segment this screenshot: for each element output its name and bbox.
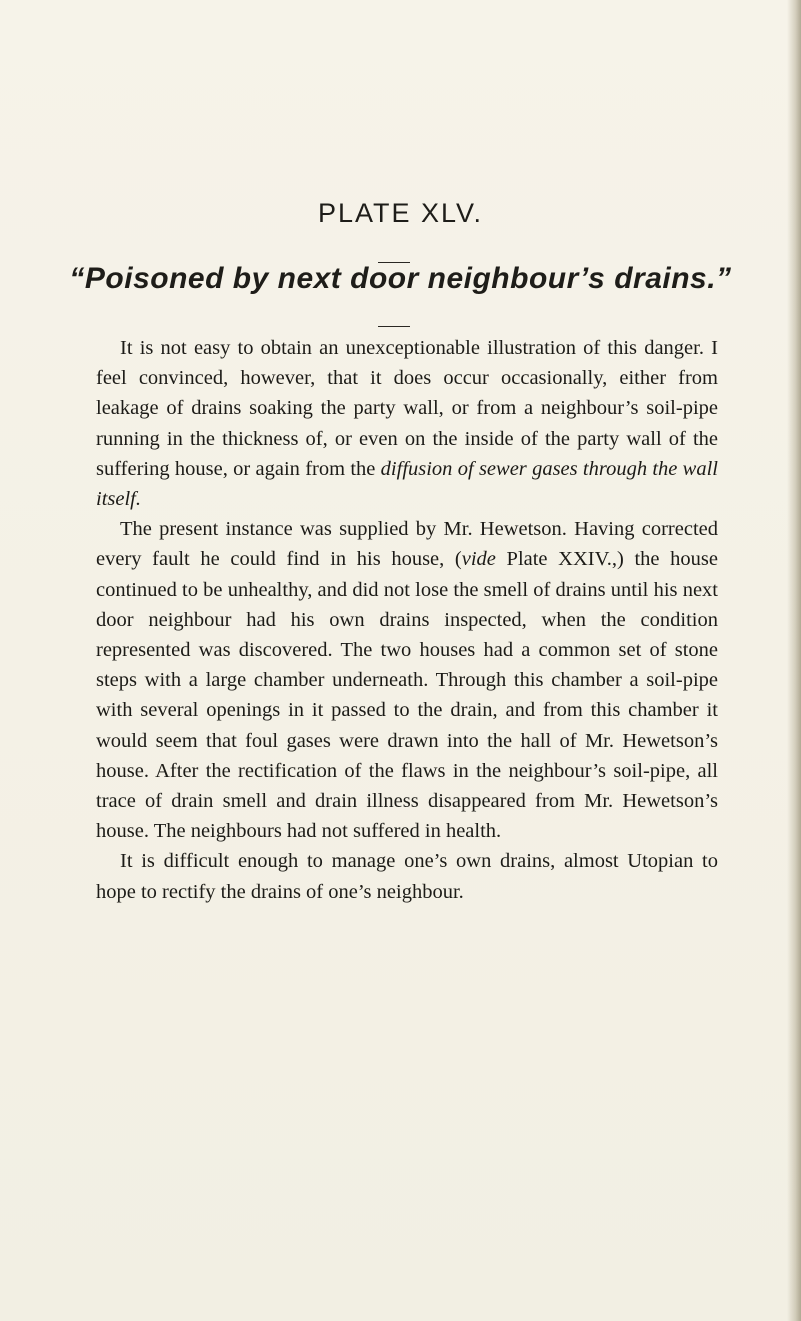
paragraph-text: Plate XXIV.,) the house continued to be unhealthy, and did not lose the smell of drains until his next door neighbour had his own drains inspected, when the condition represented was discovered. The two houses had a common set of stone steps with a large chamber underneath. Through this chamber a soil-pipe with several openings in it passed to the drain, and from this chamber it would seem that foul gases were drawn into the hall of Mr. Hewetson’s house. After the rectification of the flaws in the neighbour’s soil-pipe, all trace of drain smell and drain illness disappeared from Mr. Hewetson’s house. The neighbours had not suffered in health. (96, 548, 718, 843)
paragraph-text: It is difficult enough to manage one’s own drains, almost Utopian to hope to rectify the drains of one’s neighbour. (96, 850, 718, 903)
plate-subtitle: “Poisoned by next door neighbour’s drains.” (69, 262, 732, 295)
paragraph-italic-text: diffusion of sewer gases through the wall itself. (96, 457, 718, 511)
plate-title: PLATE XLV. (317, 198, 484, 228)
paragraph (96, 514, 718, 846)
paragraph (96, 846, 718, 906)
paragraph-text: It is not easy to obtain an unexceptionable illustration of this danger. I feel convinced, however, that it does occur occasionally, either from leakage of drains soaking the party wall, or from a neighbour’s soil-pipe running in the thickness of, or even on the inside of the party wall of the suffering house, or again from the (96, 337, 718, 480)
paragraph (96, 333, 718, 514)
title-divider-bottom (378, 326, 410, 327)
paragraph-text: The present instance was supplied by Mr. Hewetson. Having corrected every fault he could find in his house, ( (96, 518, 718, 571)
paragraph-italic-text: vide (461, 548, 496, 571)
body-text (96, 333, 718, 907)
